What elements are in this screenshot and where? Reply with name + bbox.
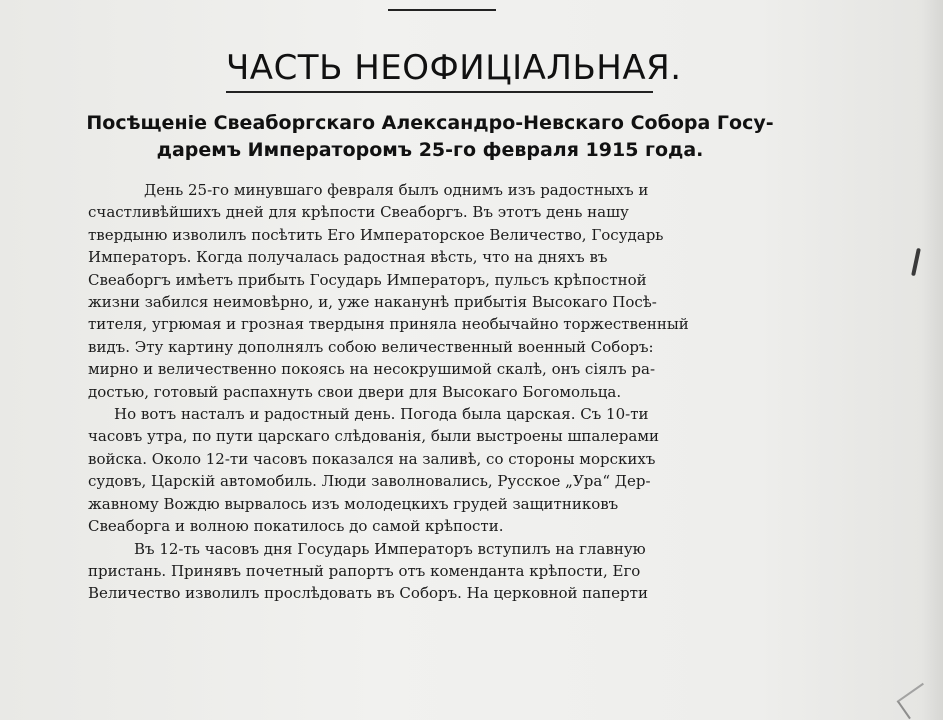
body-line: Императоръ. Когда получалась радостная вѣсть, что на дняхъ въ xyxy=(88,248,608,267)
body-line: твердыню изволилъ посѣтить Его Императорское Величество, Государь xyxy=(88,225,664,244)
body-line: жавному Вождю вырвалось изъ молодецкихъ грудей защитниковъ xyxy=(88,494,619,513)
body-line: жизни забился неимовѣрно, и, уже наканунѣ прибытiя Высокаго Посѣ- xyxy=(88,293,657,312)
body-line: судовъ, Царскiй автомобиль. Люди заволновались, Русское „Ура“ Дер- xyxy=(88,472,651,491)
article-body xyxy=(88,179,788,605)
body-line: войска. Около 12-ти часовъ показался на заливѣ, со стороны морскихъ xyxy=(88,449,656,468)
page-edge-shadow xyxy=(921,0,943,720)
headline-line-1: Посѣщенiе Свеаборгскаго Александро-Невскаго Собора Госу- xyxy=(86,112,774,134)
body-line: достью, готовый распахнуть свои двери для Высокаго Богомольца. xyxy=(88,382,622,401)
body-line: видъ. Эту картину дополнялъ собою величественный военный Соборъ: xyxy=(88,337,654,356)
body-line: часовъ утра, по пути царскаго слѣдованiя, были выстроены шпалерами xyxy=(88,427,659,446)
section-title: ЧАСТЬ НЕОФИЦIАЛЬНАЯ. xyxy=(226,48,682,88)
body-line: счастливѣйшихъ дней для крѣпости Свеаборгъ. Въ этотъ день нашу xyxy=(88,203,629,222)
body-line: Свеаборгъ имѣетъ прибыть Государь Императоръ, пульсъ крѣпостной xyxy=(88,270,647,289)
body-line: Свеаборга и волною покатилось до самой крѣпости. xyxy=(88,517,504,536)
body-line: тителя, угрюмая и грозная твердыня приняла необычайно торжественный xyxy=(88,315,689,334)
top-rule xyxy=(388,9,496,11)
body-line: пристань. Принявъ почетный рапортъ отъ коменданта крѣпости, Его xyxy=(88,561,641,580)
body-line: Величество изволилъ прослѣдовать въ Соборъ. На церковной паперти xyxy=(88,584,648,603)
title-underline xyxy=(226,91,653,93)
body-line: мирно и величественно покоясь на несокрушимой скалѣ, онъ сiялъ ра- xyxy=(88,360,656,379)
body-line: Въ 12-ть часовъ дня Государь Императоръ вступилъ на главную xyxy=(134,539,646,558)
body-line: Но вотъ насталъ и радостный день. Погода была царская. Съ 10-ти xyxy=(114,405,649,424)
margin-mark xyxy=(911,248,921,276)
article-headline xyxy=(60,110,800,164)
headline-line-2: даремъ Императоромъ 25-го февраля 1915 года. xyxy=(156,139,704,161)
body-line: День 25-го минувшаго февраля былъ однимъ изъ радостныхъ и xyxy=(144,181,649,199)
